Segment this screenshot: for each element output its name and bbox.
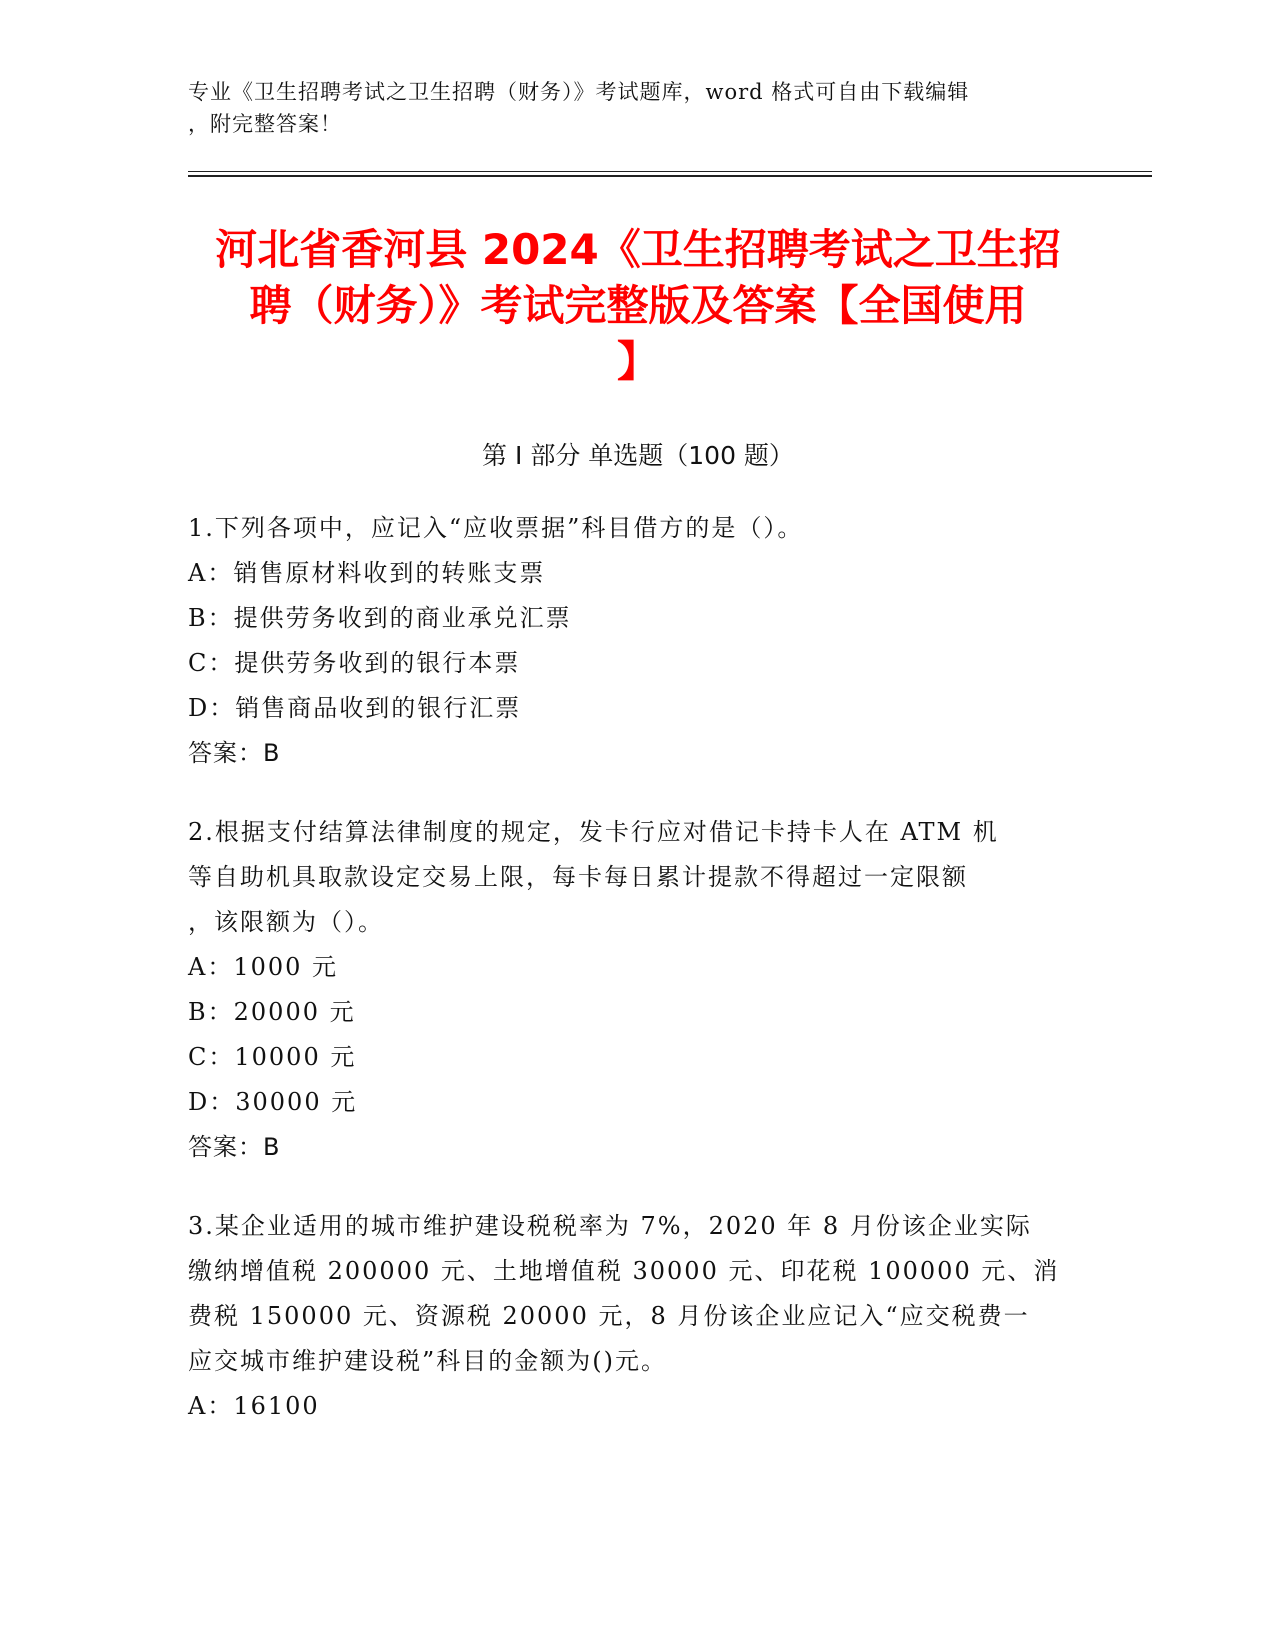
header-note: [188, 76, 1068, 140]
option-a: A：销售原材料收到的转账支票: [188, 559, 546, 587]
option-d: D：30000 元: [188, 1088, 358, 1116]
option-d: D：销售商品收到的银行汇票: [188, 694, 522, 722]
title-line-3: 】: [616, 337, 659, 386]
title-line-1: 河北省香河县 2024《卫生招聘考试之卫生招: [215, 225, 1061, 274]
header-note-line-2: ，附完整答案！: [188, 112, 342, 136]
option-c: C：10000 元: [188, 1043, 357, 1071]
question-stem-line: ，该限额为（）。: [188, 908, 384, 936]
option-a: A：1000 元: [188, 953, 339, 981]
question-3: [188, 1204, 1068, 1429]
header-divider-thick: [188, 175, 1152, 177]
option-a: A：16100: [188, 1392, 320, 1420]
answer: 答案：B: [188, 739, 281, 767]
question-stem-line: 应交城市维护建设税”科目的金额为()元。: [188, 1347, 667, 1375]
document-title: [188, 222, 1088, 390]
section-heading: 第 I 部分 单选题（100 题）: [482, 441, 794, 470]
question-stem-line: 3.某企业适用的城市维护建设税税率为 7%，2020 年 8 月份该企业实际: [188, 1212, 1032, 1240]
answer: 答案：B: [188, 1133, 281, 1161]
title-line-2: 聘（财务）》考试完整版及答案【全国使用: [249, 281, 1027, 330]
question-stem-line: 等自助机具取款设定交易上限，每卡每日累计提款不得超过一定限额: [188, 863, 968, 891]
question-stem-line: 1.下列各项中，应记入“应收票据”科目借方的是（）。: [188, 514, 804, 542]
question-stem-line: 费税 150000 元、资源税 20000 元，8 月份该企业应记入“应交税费一: [188, 1302, 1030, 1330]
header-note-line-1: 专业《卫生招聘考试之卫生招聘（财务）》考试题库，word 格式可自由下载编辑: [188, 80, 970, 104]
header-divider-thin: [188, 171, 1152, 172]
question-stem-line: 缴纳增值税 200000 元、土地增值税 30000 元、印花税 100000 元、消: [188, 1257, 1060, 1285]
option-b: B：20000 元: [188, 998, 356, 1026]
question-2: [188, 810, 1068, 1170]
question-stem-line: 2.根据支付结算法律制度的规定，发卡行应对借记卡持卡人在 ATM 机: [188, 818, 999, 846]
question-1: [188, 506, 1068, 776]
option-b: B：提供劳务收到的商业承兑汇票: [188, 604, 572, 632]
option-c: C：提供劳务收到的银行本票: [188, 649, 521, 677]
